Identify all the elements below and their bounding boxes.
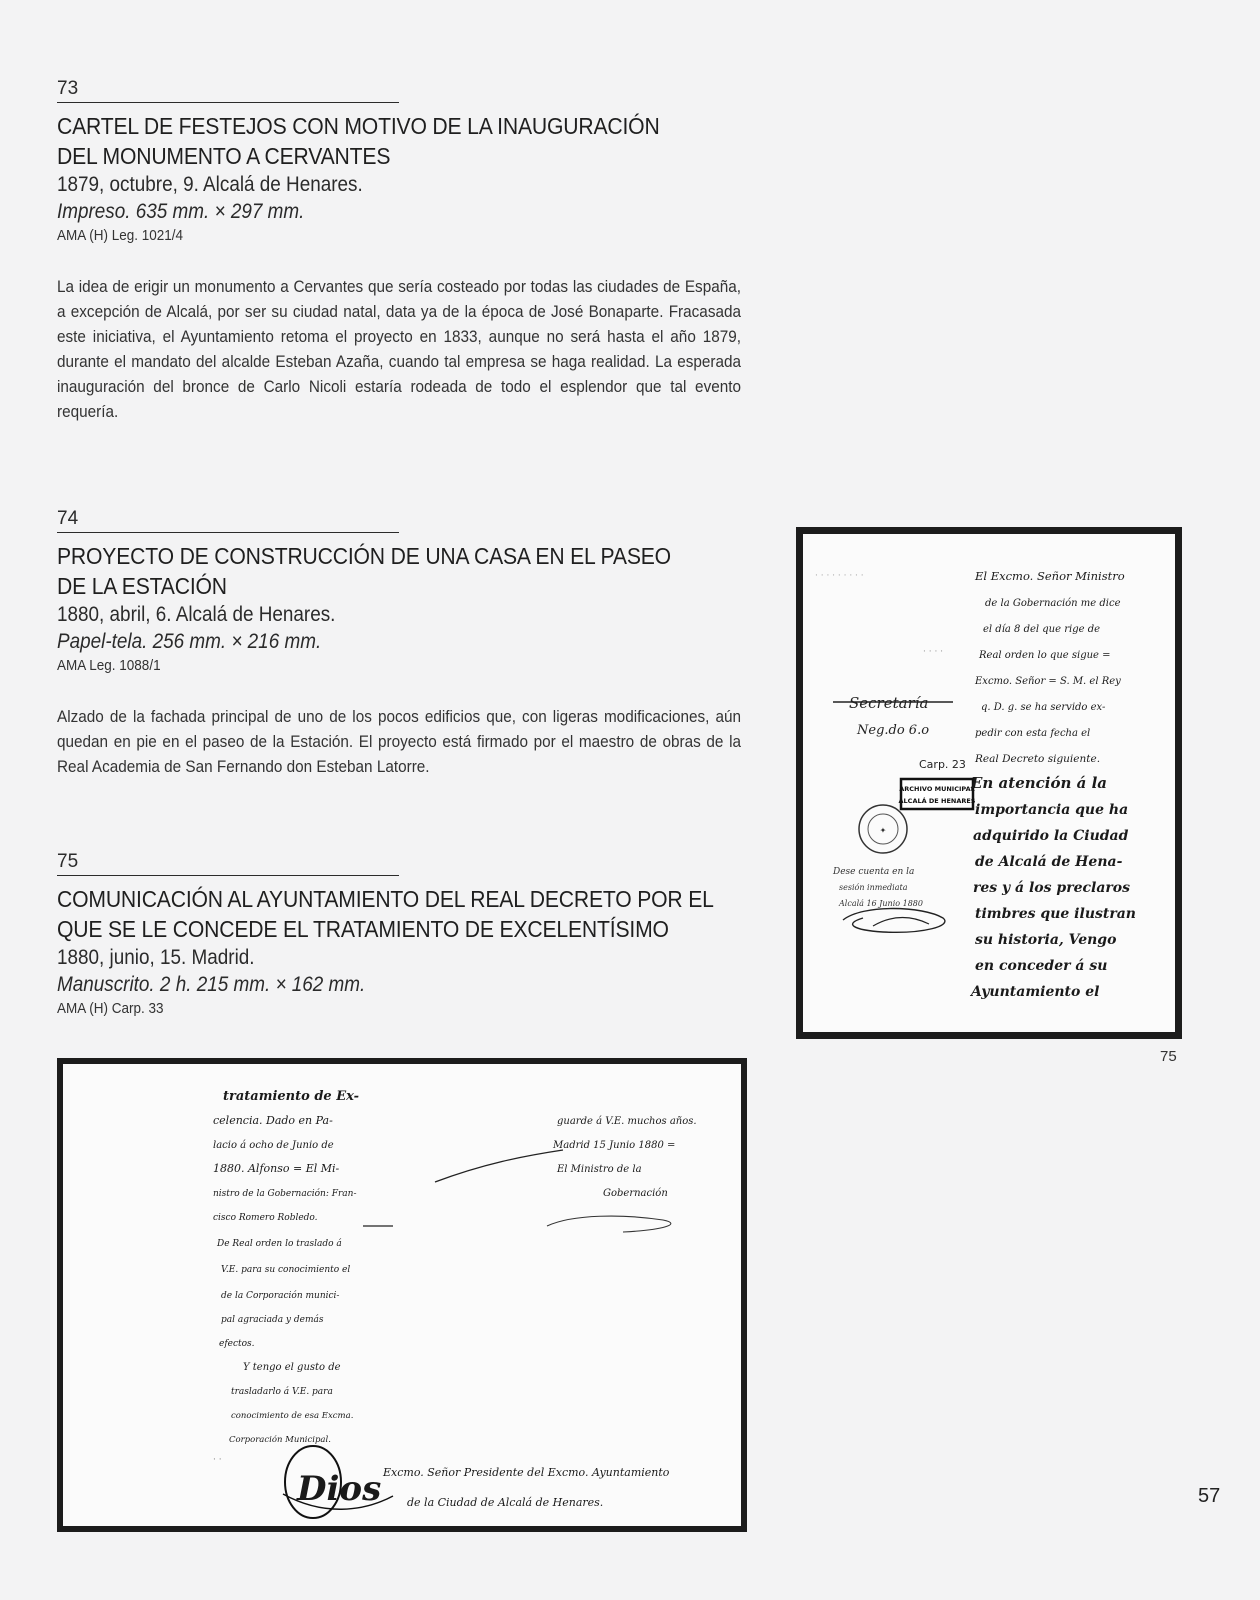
ms-line: guarde á V.E. muchos años. (557, 1116, 697, 1127)
ms-line: lacio á ocho de Junio de (213, 1140, 334, 1151)
entry-number: 74 (57, 508, 79, 529)
ms-line: pal agraciada y demás (221, 1315, 324, 1325)
stamp-line: ARCHIVO MUNICIPAL (899, 785, 975, 793)
image-caption: 75 (1160, 1048, 1177, 1065)
ms-line: q. D. g. se ha servido ex- (981, 702, 1106, 713)
ms-line: de la Gobernación me dice (985, 598, 1121, 609)
ms-line: importancia que ha (975, 802, 1129, 818)
ms-line: De Real orden lo traslado á (217, 1239, 342, 1249)
ms-line: Corporación Municipal. (229, 1435, 331, 1445)
entry-rule (57, 102, 399, 103)
entry-physical: Impreso. 635 mm. × 297 mm. (57, 200, 305, 223)
manuscript-right-drawing (803, 534, 1175, 1032)
ms-line: Gobernación (603, 1188, 668, 1199)
ms-line: tratamiento de Ex- (223, 1089, 360, 1104)
ms-line: de la Ciudad de Alcalá de Henares. (407, 1496, 604, 1509)
carpeta-label: Carp. 23 (919, 758, 966, 771)
entry-number: 73 (57, 78, 79, 99)
ms-line: res y á los preclaros (973, 880, 1130, 896)
entry-rule (57, 532, 399, 533)
negociado-label: Neg.do 6.o (857, 723, 930, 738)
page-number: 57 (1198, 1485, 1221, 1507)
entry-reference: AMA (H) Leg. 1021/4 (57, 227, 184, 244)
ms-line: timbres que ilustran (975, 906, 1136, 922)
margin-note-line: Dese cuenta en la (833, 867, 915, 877)
entry-date-place: 1880, abril, 6. Alcalá de Henares. (57, 603, 336, 626)
ms-line: de Alcalá de Hena- (975, 854, 1123, 870)
entry-rule (57, 875, 399, 876)
svg-text:✦: ✦ (879, 826, 887, 835)
title-line: DE LA ESTACIÓN (57, 573, 227, 599)
ms-line: El Excmo. Señor Ministro (975, 569, 1125, 583)
entry-description: Alzado de la fachada principal de uno de los pocos edificios que, con ligeras modificaciones, aún quedan en pie en el paseo de la Estación. El proyecto está firmado por el maestro de obras de la Real Academia de San Fernando don Esteban Latorre. (57, 707, 741, 776)
entry-73 (57, 78, 747, 424)
entry-number: 75 (57, 851, 79, 872)
entry-date-place: 1880, junio, 15. Madrid. (57, 946, 255, 969)
svg-text:· · · ·: · · · · (923, 647, 944, 657)
ms-line: El Ministro de la (557, 1164, 642, 1175)
svg-text:· · · · · · · · ·: · · · · · · · · · (815, 571, 864, 581)
entry-description: La idea de erigir un monumento a Cervantes que sería costeado por todas las ciudades de España, a excepción de Alcalá, por ser su ciudad natal, data ya de la época de José Bonaparte. Fracasada este iniciativa, el Ayuntamiento retoma el proyecto en 1833, aunque no será hasta el año 1879, durante el mandato del alcalde Esteban Azaña, cuando tal empresa se haga realidad. La esperada inauguración del bronce de Carlo Nicoli estaría rodeada de todo el esplendor que tal evento requería. (57, 277, 741, 421)
ms-line: pedir con esta fecha el (975, 728, 1091, 739)
title-line: PROYECTO DE CONSTRUCCIÓN DE UNA CASA EN EL PASEO (57, 543, 671, 569)
ms-line: Madrid 15 Junio 1880 = (553, 1140, 676, 1151)
ms-line: Excmo. Señor Presidente del Excmo. Ayuntamiento (383, 1466, 670, 1479)
title-line: CARTEL DE FESTEJOS CON MOTIVO DE LA INAUGURACIÓN (57, 113, 660, 139)
svg-text:· ·: · · (213, 1455, 222, 1465)
ms-line: cisco Romero Robledo. (213, 1213, 318, 1223)
margin-note-line: sesión inmediata (839, 883, 908, 892)
ms-line: el día 8 del que rige de (983, 624, 1101, 635)
title-line: COMUNICACIÓN AL AYUNTAMIENTO DEL REAL DECRETO POR EL (57, 886, 714, 912)
ms-line: efectos. (219, 1339, 255, 1349)
ms-line: Real Decreto siguiente. (975, 753, 1101, 765)
ms-line: V.E. para su conocimiento el (221, 1265, 351, 1275)
margin-note-line: Alcalá 16 Junio 1880 (839, 899, 923, 908)
ms-line: Excmo. Señor = S. M. el Rey (975, 676, 1121, 687)
ms-line: en conceder á su (975, 958, 1108, 974)
entry-reference: AMA (H) Carp. 33 (57, 1000, 164, 1017)
ms-line: Real orden lo que sigue = (979, 650, 1111, 661)
entry-75 (57, 851, 747, 1019)
title-line: DEL MONUMENTO A CERVANTES (57, 143, 391, 169)
manuscript-bottom-drawing (63, 1064, 741, 1526)
ms-line: nistro de la Gobernación: Fran- (213, 1189, 357, 1199)
ms-line: celencia. Dado en Pa- (213, 1114, 333, 1127)
entry-title (57, 884, 714, 944)
ms-line: trasladarlo á V.E. para (231, 1387, 333, 1397)
ms-line: En atención á la (971, 774, 1107, 792)
entry-title (57, 111, 692, 171)
entry-physical: Papel-tela. 256 mm. × 216 mm. (57, 630, 322, 653)
title-line: QUE SE LE CONCEDE EL TRATAMIENTO DE EXCELENTÍSIMO (57, 916, 669, 942)
manuscript-image-bottom (57, 1058, 747, 1532)
entry-physical: Manuscrito. 2 h. 215 mm. × 162 mm. (57, 973, 366, 996)
entry-title (57, 541, 692, 601)
manuscript-image-right (796, 527, 1182, 1039)
secretaria-label: Secretaría (849, 694, 929, 712)
entry-date-place: 1879, octubre, 9. Alcalá de Henares. (57, 173, 363, 196)
ms-line: Ayuntamiento el (971, 984, 1100, 1000)
ms-line: su historia, Vengo (975, 932, 1117, 948)
ms-line: de la Corporación munici- (221, 1291, 340, 1301)
ms-line: conocimiento de esa Excma. (231, 1411, 354, 1421)
signature-dios: Dios (297, 1469, 382, 1509)
stamp-line: ALCALÁ DE HENARES (898, 797, 976, 805)
ms-line: Y tengo el gusto de (243, 1362, 341, 1373)
ms-line: adquirido la Ciudad (973, 828, 1129, 844)
ms-line: 1880. Alfonso = El Mi- (213, 1162, 340, 1175)
entry-74 (57, 508, 747, 779)
entry-reference: AMA Leg. 1088/1 (57, 657, 161, 674)
